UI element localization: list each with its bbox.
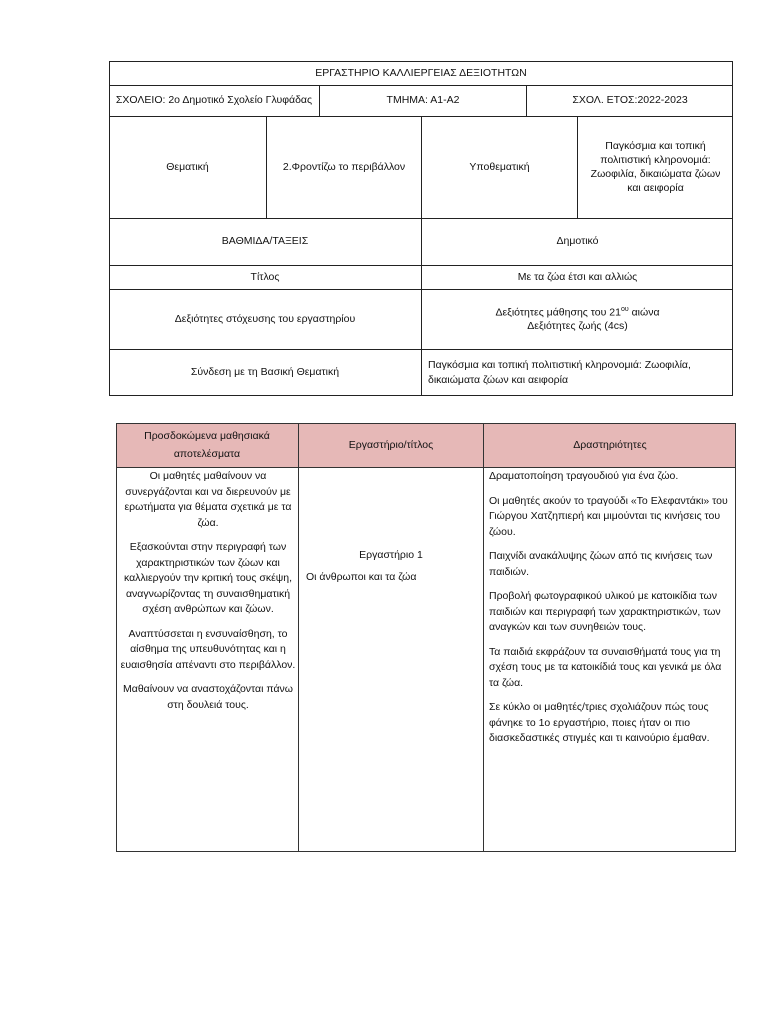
subthematic-value: Παγκόσμια και τοπική πολιτιστική κληρονομιά: Ζωοφιλία, δικαιώματα ζώων και αειφορία — [590, 139, 721, 195]
activity-item: Σε κύκλο οι μαθητές/τριες σχολιάζουν πώς τους φάνηκε το 1ο εργαστήριο, ποιες ήταν οι πιο διασκεδαστικές στιγμές και τι καινούριο έμαθαν. — [489, 701, 710, 745]
header-outcomes: Προσδοκώμενα μαθησιακά αποτελέσματα — [144, 429, 270, 460]
outcomes-column — [120, 469, 296, 722]
rule — [298, 423, 299, 852]
thematic-label: Θεματική — [166, 160, 209, 173]
activity-item: Προβολή φωτογραφικού υλικού με κατοικίδια των παιδιών και περιγραφή των χαρακτηριστικών, των αναγκών και των συνηθειών τους. — [489, 590, 721, 634]
title-label: Τίτλος — [250, 270, 280, 283]
activity-item: Τα παιδιά εκφράζουν τα συναισθήματά τους για τη σχέση τους με τα κατοικίδιά τους και γενικά με όλα τα ζώα. — [489, 645, 722, 689]
link-value: Παγκόσμια και τοπική πολιτιστική κληρονομιά: Ζωοφιλία, δικαιώματα ζώων και αειφορία — [428, 359, 691, 386]
subthematic-label: Υποθεματική — [469, 160, 530, 173]
outcome-item: Εξασκούνται στην περιγραφή των χαρακτηριστικών των ζώων και καλλιεργούν την κριτική τους σκέψη, αναγνωρίζοντας τη συναισθηματική σχέση ανθρώπων και ζώων. — [123, 541, 293, 616]
grade-value: Δημοτικό — [556, 235, 599, 248]
outcome-item: Μαθαίνουν να αναστοχάζονται πάνω στη δουλειά τους. — [123, 683, 293, 711]
title-value: Με τα ζώα έτσι και αλλιώς — [517, 270, 638, 283]
header-workshop: Εργαστήριο/τίτλος — [348, 438, 434, 451]
skills-line-1-text: Δεξιότητες μάθησης του 21 — [495, 306, 621, 319]
workshop-number: Εργαστήριο 1 — [359, 549, 423, 561]
school-year: ΣΧΟΛ. ΕΤΟΣ:2022-2023 — [572, 94, 688, 107]
skills-label: Δεξιότητες στόχευσης του εργαστηρίου — [174, 312, 356, 325]
workshop-title: Οι άνθρωποι και τα ζώα — [306, 570, 417, 583]
document-title: ΕΡΓΑΣΤΗΡΙΟ ΚΑΛΛΙΕΡΓΕΙΑΣ ΔΕΞΙΟΤΗΤΩΝ — [315, 66, 527, 79]
outcome-item: Οι μαθητές μαθαίνουν να συνεργάζονται και να διερευνούν με ερωτήματα για θέματα σχετικά με τα ζώα. — [124, 470, 292, 529]
skills-line-2: Δεξιότητες ζωής (4cs) — [527, 320, 628, 333]
activity-item: Δραματοποίηση τραγουδιού για ένα ζώο. — [489, 470, 679, 482]
outcome-item: Αναπτύσσεται η ενσυναίσθηση, το αίσθημα της υπευθυνότητας και η ευαισθησία απέναντι στο περιβάλλον. — [120, 627, 296, 671]
rule — [483, 423, 484, 852]
skills-superscript: ου — [620, 305, 629, 313]
rule — [116, 467, 736, 468]
activity-item: Παιχνίδι ανακάλυψης ζώων από τις κινήσεις των παιδιών. — [489, 550, 713, 578]
workshop-column — [302, 548, 480, 586]
class-name: ΤΜΗΜΑ: Α1-Α2 — [386, 94, 460, 107]
activities-column — [489, 469, 732, 756]
thematic-value: 2.Φροντίζω το περιβάλλον — [282, 160, 406, 173]
grade-label: ΒΑΘΜΙΔΑ/ΤΑΞΕΙΣ — [221, 235, 309, 248]
activity-item: Οι μαθητές ακούν το τραγούδι «Το Ελεφαντάκι» του Γιώργου Χατζηπιερή και μιμούνται τις κινήσεις του ζώου. — [489, 494, 728, 538]
skills-line-1-suffix: αιώνα — [628, 306, 660, 319]
link-label: Σύνδεση με τη Βασική Θεματική — [190, 366, 340, 379]
skills-line-1 — [495, 305, 659, 320]
school-name: ΣΧΟΛΕΙΟ: 2ο Δημοτικό Σχολείο Γλυφάδας — [115, 94, 313, 107]
skills-value — [422, 289, 733, 349]
header-activities: Δραστηριότητες — [573, 438, 647, 451]
